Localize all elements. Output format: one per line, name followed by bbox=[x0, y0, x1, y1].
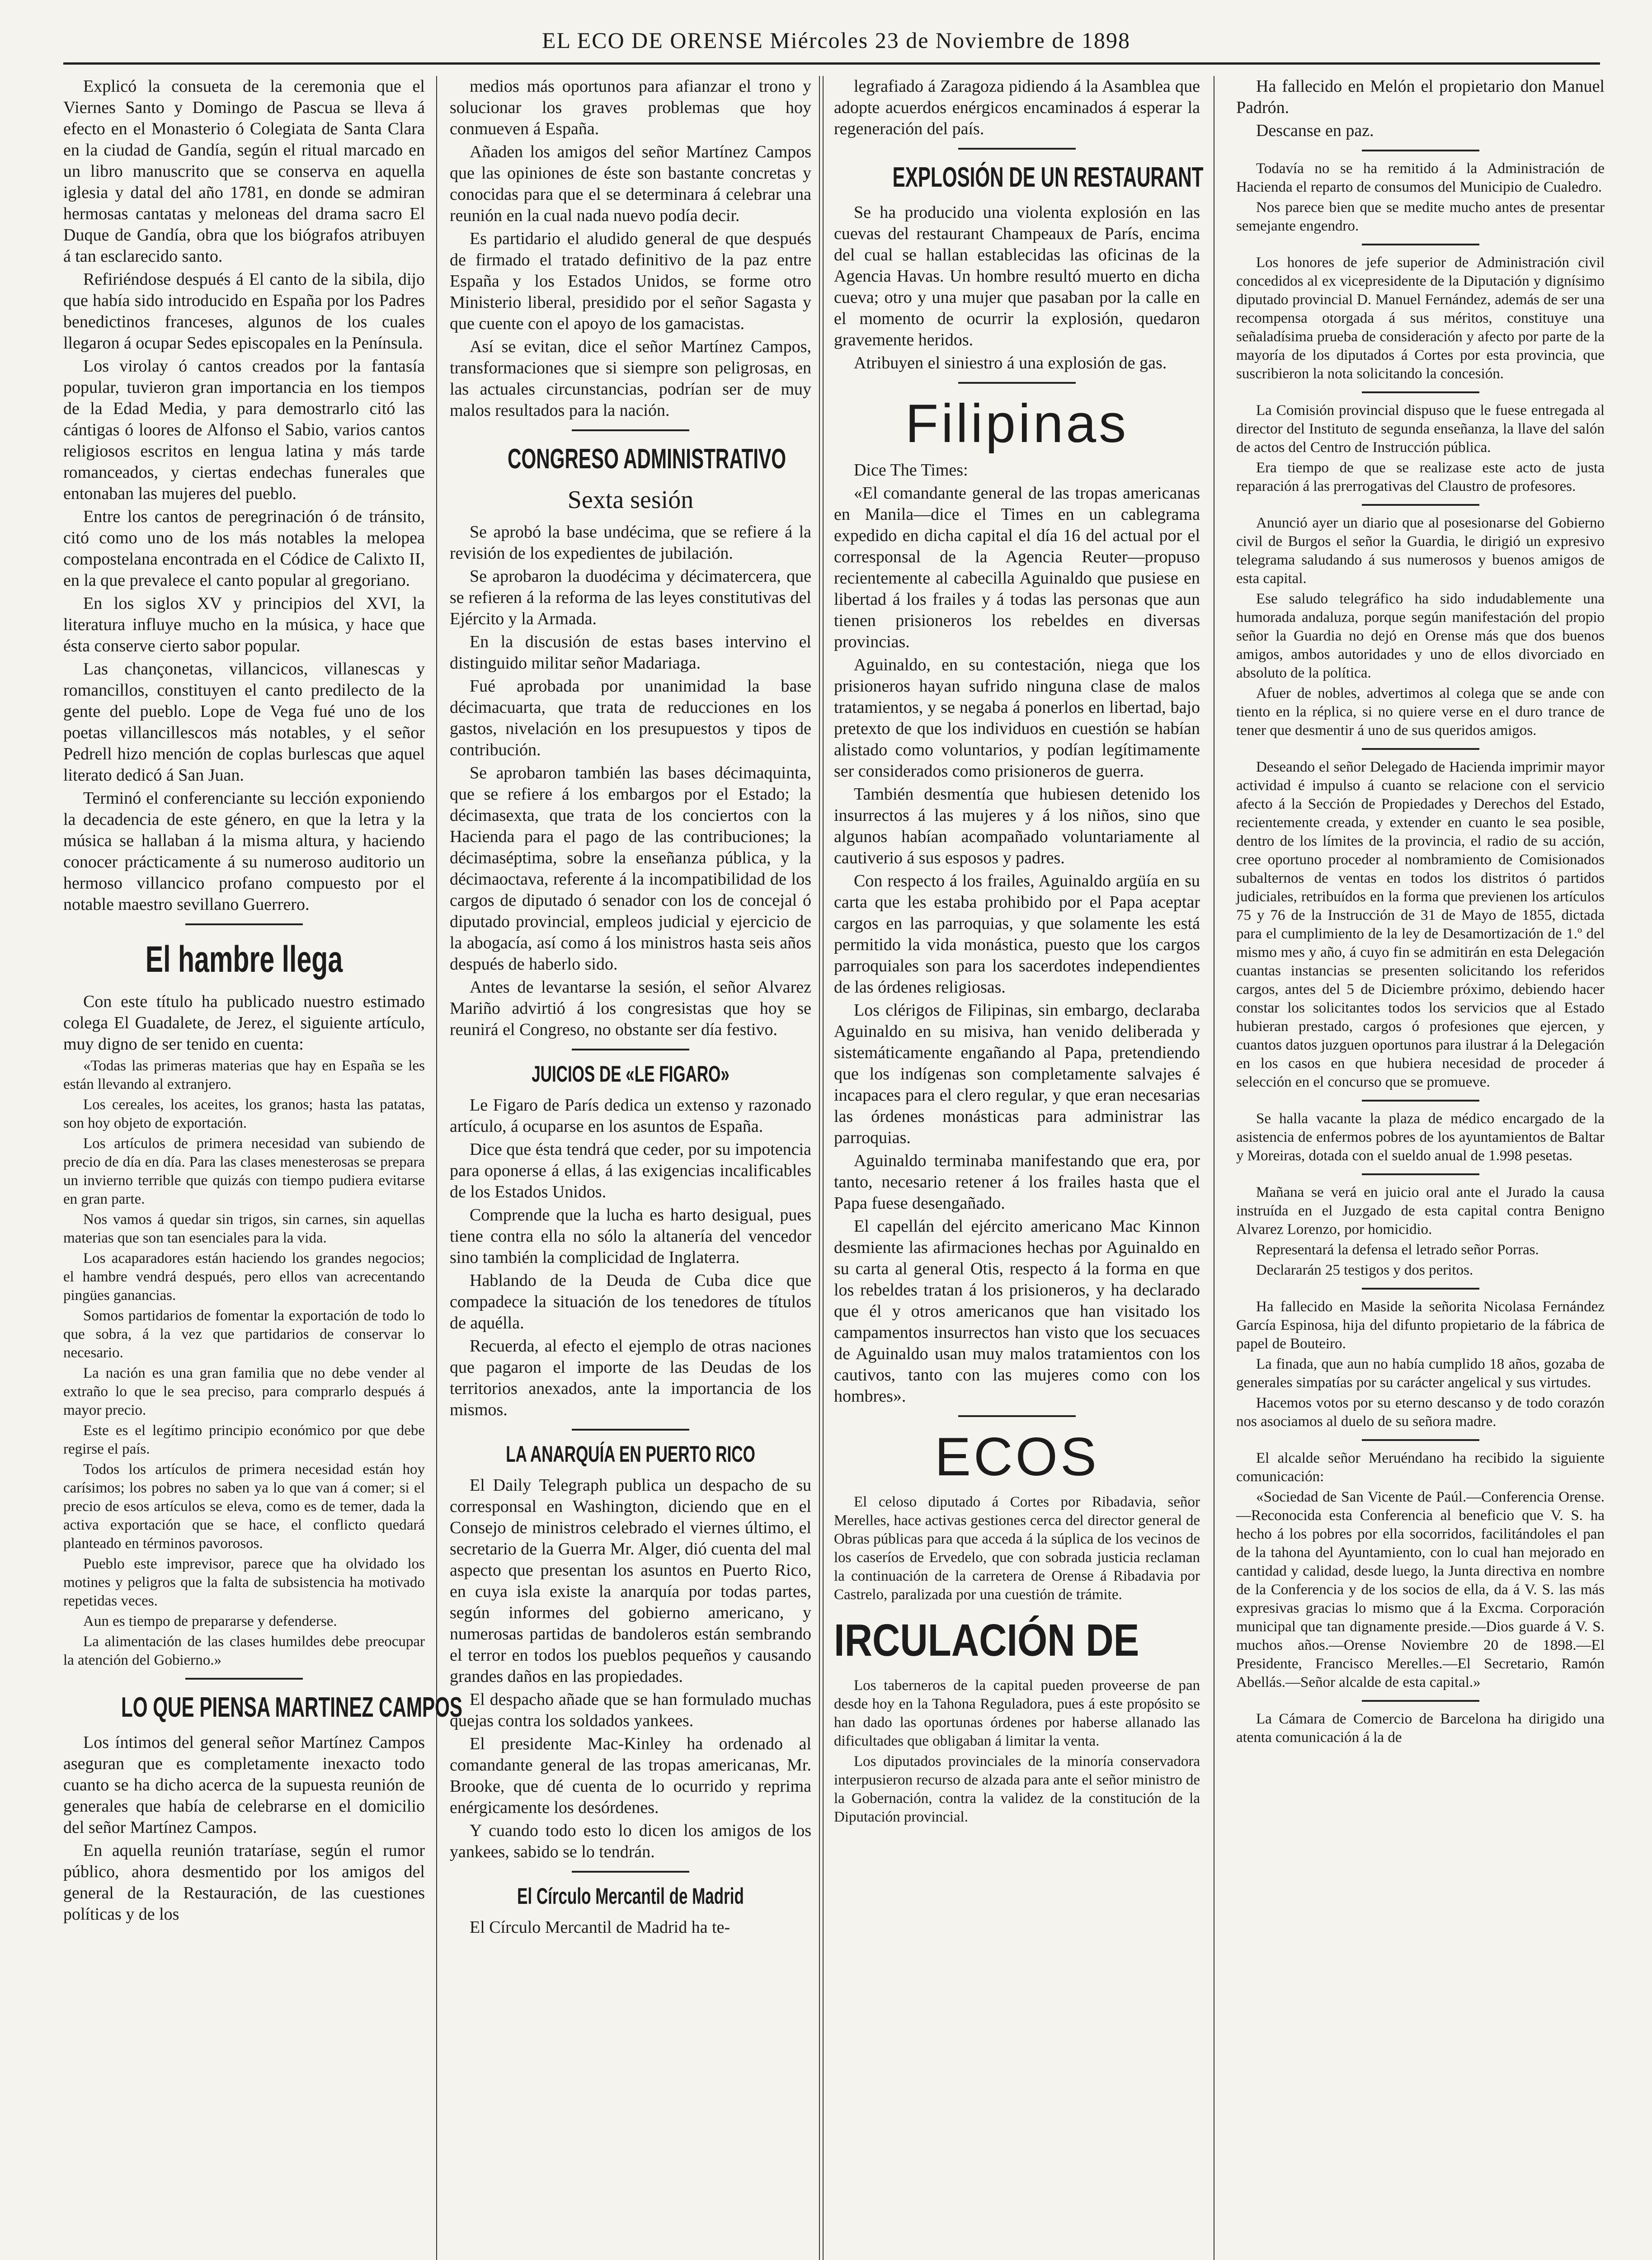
section-rule bbox=[1362, 244, 1479, 245]
paragraph: Dice que ésta tendrá que ceder, por su impotencia para oponerse á ellas, á las exigencias incalificables de los Estados Unidos. bbox=[450, 1140, 811, 1201]
quote-paragraph: Los cereales, los aceites, los granos; hasta las patatas, son hoy objeto de exportación. bbox=[63, 1097, 425, 1131]
section-rule bbox=[1362, 1439, 1479, 1441]
quote-paragraph: Este es el legítimo principio económico por que debe regirse el país. bbox=[63, 1422, 425, 1457]
headline-filipinas: Filipinas bbox=[905, 393, 1129, 454]
paragraph: Entre los cantos de peregrinación ó de tránsito, citó como uno de los más notables la melopea compostelana encontrada en el Códice de Calixto II, en la que prevalece el canto popular al gregoriano. bbox=[63, 507, 425, 590]
headline-explosion: EXPLOSIÓN DE UN RESTAURANT bbox=[892, 162, 1204, 193]
column-3 bbox=[834, 76, 1204, 2260]
section-rule bbox=[572, 429, 689, 431]
paragraph: Los diputados provinciales de la minoría conservadora interpusieron recurso de alzada para ante el señor ministro de la Gobernación, contra la validez de la constitución de la Diputación provincial. bbox=[834, 1753, 1200, 1825]
paragraph: medios más oportunos para afianzar el trono y solucionar los graves problemas que hoy conmueven á España. bbox=[450, 77, 811, 138]
paragraph: Representará la defensa el letrado señor Porras. bbox=[1256, 1242, 1539, 1258]
subheading-sesion: Sexta sesión bbox=[567, 486, 694, 514]
column-1 bbox=[63, 76, 463, 2260]
paragraph: Explicó la consueta de la ceremonia que el Viernes Santo y Domingo de Pascua se lleva á efecto en el Monasterio ó Colegiata de Santa Clara en la ciudad de Gandía, según el ritual marcado en un libro manuscrito que se conserva en aquella iglesia y datal del año 1781, en donde se admiran hermosas cantatas y meloneas del drama sacro El Duque de Gandía, obra que los biógrafos atribuyen á tan esclarecido santo. bbox=[63, 77, 425, 266]
paragraph: Los taberneros de la capital pueden proveerse de pan desde hoy en la Tahona Reguladora, pues á este propósito se han dado las oportunas órdenes por haberse allanado las dificultades que obligaban á limitar la venta. bbox=[834, 1677, 1200, 1749]
paragraph: Se ha producido una violenta explosión en las cuevas del restaurant Champeaux de París, encima del cual se hallan establecidas las oficinas de la Agencia Havas. Un hombre resultó muerto en dicha cueva; otro y una mujer que pasaban por la calle en el momento de ocurrir la explosión, quedaron gravemente heridos. bbox=[834, 203, 1200, 349]
headline-martinez-campos: LO QUE PIENSA MARTINEZ CAMPOS bbox=[121, 1692, 463, 1723]
paragraph: Hacemos votos por su eterno descanso y de todo corazón nos asociamos al duelo de su señora madre. bbox=[1236, 1395, 1605, 1430]
quote-paragraph: «Todas las primeras materias que hay en España se les están llevando al extranjero. bbox=[63, 1058, 425, 1092]
paragraph: La Cámara de Comercio de Barcelona ha dirigido una atenta comunicación á la de bbox=[1236, 1711, 1605, 1746]
headline-figaro: JUICIOS DE «LE FIGARO» bbox=[532, 1061, 730, 1087]
section-rule bbox=[572, 1429, 689, 1431]
paragraph: El alcalde señor Meruéndano ha recibido la siguiente comunicación: bbox=[1236, 1450, 1605, 1485]
section-rule bbox=[1362, 504, 1479, 506]
paragraph: Refiriéndose después á El canto de la sibila, dijo que había sido introducido en España por los Padres benedictinos franceses, algunos de los cuales llegaron á ocupar Sedes episcopales en la Península. bbox=[63, 270, 425, 353]
paragraph: Declararán 25 testigos y dos peritos. bbox=[1256, 1262, 1473, 1278]
column-2 bbox=[450, 76, 811, 2260]
paragraph: Se aprobó la base undécima, que se refiere á la revisión de los expedientes de jubilación. bbox=[450, 523, 811, 563]
paragraph: Recuerda, al efecto el ejemplo de otras naciones que pagaron el importe de las Deudas de los territorios anexados, ante la importancia de los mismos. bbox=[450, 1337, 811, 1419]
column-divider bbox=[436, 76, 437, 2260]
headline-hambre: El hambre llega bbox=[145, 939, 343, 980]
paragraph: Le Figaro de París dedica un extenso y razonado artículo, á ocuparse en los asuntos de España. bbox=[450, 1096, 811, 1136]
paragraph: Anunció ayer un diario que al posesionarse del Gobierno civil de Burgos el señor la Guardia, le dirigió un expresivo telegrama saludando á sus numerosos y buenos amigos de esta capital. bbox=[1236, 515, 1605, 587]
paragraph: Ese saludo telegráfico ha sido indudablemente una humorada andaluza, porque según manifestación del propio señor la Guardia no dejó en Orense más que dos buenos amigos, ambos autoridades y uno de ellos divorciado en absoluto de la política. bbox=[1236, 591, 1605, 681]
paragraph: Y cuando todo esto lo dicen los amigos de los yankees, sabido se lo tendrán. bbox=[450, 1821, 811, 1861]
paragraph: Con este título ha publicado nuestro estimado colega El Guadalete, de Jerez, el siguiente artículo, muy digno de ser tenido en cuenta: bbox=[63, 992, 425, 1054]
section-rule bbox=[958, 148, 1076, 150]
paragraph: Es partidario el aludido general de que después de firmado el tratado definitivo de la paz entre España y los Estados Unidos, se forme otro Ministerio liberal, presidido por el señor Sagasta y que cuente con el apoyo de los gamacistas. bbox=[450, 229, 811, 333]
paragraph: Nos parece bien que se medite mucho antes de presentar semejante engendro. bbox=[1236, 199, 1605, 234]
headline-anarquia: LA ANARQUÍA EN PUERTO RICO bbox=[506, 1441, 755, 1467]
quote-paragraph: La nación es una gran familia que no debe vender al extraño lo que le sea preciso, para comprarlo después á mayor precio. bbox=[63, 1365, 425, 1418]
paragraph: Descanse en paz. bbox=[1256, 121, 1374, 140]
paragraph: Ha fallecido en Melón el propietario don Manuel Padrón. bbox=[1236, 77, 1605, 117]
section-rule bbox=[1362, 1700, 1479, 1702]
paragraph: Era tiempo de que se realizase este acto de justa reparación á las prerrogativas del Claustro de profesores. bbox=[1236, 460, 1605, 494]
section-rule bbox=[1362, 1288, 1479, 1290]
headline-ecos: ECOS bbox=[934, 1427, 1100, 1487]
paragraph: Comprende que la lucha es harto desigual, pues tiene contra ella no sólo la altanería del vencedor sino también la complicidad de Inglaterra. bbox=[450, 1205, 811, 1267]
paragraph: Los clérigos de Filipinas, sin embargo, declaraba Aguinaldo en su misiva, han venido deliberada y sistemáticamente engañando al Papa, pretendiendo que los indígenas son completamente salvajes é incapaces para el clero regular, y que eran necesarias las órdenes monásticas para administrar las parroquias. bbox=[834, 1001, 1200, 1147]
header-rule bbox=[63, 62, 1600, 65]
section-rule bbox=[185, 1678, 303, 1680]
paragraph: El presidente Mac-Kinley ha ordenado al comandante general de las tropas americanas, Mr. Brooke, que dé cuenta de lo ocurrido y reprima enérgicamente los desórdenes. bbox=[450, 1734, 811, 1817]
paragraph: En los siglos XV y principios del XVI, la literatura influye mucho en la música, y hace que ésta conserve cierto sabor popular. bbox=[63, 594, 425, 655]
paragraph: Los íntimos del general señor Martínez Campos aseguran que es completamente inexacto todo cuanto se ha dicho acerca de la supuesta reunión de generales que había de celebrarse en el domicilio del señor Martínez Campos. bbox=[63, 1733, 425, 1837]
section-rule bbox=[958, 1415, 1076, 1417]
headline-circulo: El Círculo Mercantil de Madrid bbox=[517, 1883, 744, 1909]
paragraph: Los virolay ó cantos creados por la fantasía popular, tuvieron gran importancia en los tiempos de la Edad Media, y para demostrarlo citó las cántigas ó loores de Alfonso el Sabio, varios cantos religiosos escritos en lengua latina y más tarde romanceados, y ciertas endechas funerales que entonaban las mujeres del pueblo. bbox=[63, 357, 425, 503]
paragraph: Hablando de la Deuda de Cuba dice que compadece la situación de los tenedores de títulos de aquélla. bbox=[450, 1271, 811, 1332]
paragraph: Aguinaldo terminaba manifestando que era, por tanto, necesario retener á los frailes hasta que el Papa fuese desengañado. bbox=[834, 1151, 1200, 1213]
banner-circulacion: IRCULACIÓN DE bbox=[834, 1615, 1139, 1666]
paragraph: Aguinaldo, en su contestación, niega que los prisioneros hayan sufrido ninguna clase de malos tratamientos, y se negaba á ponerlos en libertad, bajo pretexto de que los individuos en cuestión se habían alistado como voluntarios, y podían legítimamente ser considerados como prisioneros de guerra. bbox=[834, 655, 1200, 781]
paragraph: Con respecto á los frailes, Aguinaldo argüía en su carta que les estaba prohibido por el Papa aceptar cargos en las parroquias, y que solamente les está permitido la vida monástica, puesto que los cargos parroquiales son para los sacerdotes independientes de las órdenes religiosas. bbox=[834, 871, 1200, 997]
column-4 bbox=[1236, 76, 1605, 2260]
section-rule bbox=[1362, 1100, 1479, 1102]
quote-paragraph: Los artículos de primera necesidad van subiendo de precio de día en día. Para las clases menesterosas se prepara un invierno terrible que quizás con tiempo pudiera evitarse en gran parte. bbox=[63, 1135, 425, 1207]
paragraph: El despacho añade que se han formulado muchas quejas contra los soldados yankees. bbox=[450, 1690, 811, 1730]
section-rule bbox=[1362, 391, 1479, 393]
quote-paragraph: Nos vamos á quedar sin trigos, sin carnes, sin aquellas materias que son tan esenciales para la vida. bbox=[63, 1211, 425, 1246]
paragraph: Se halla vacante la plaza de médico encargado de la asistencia de enfermos pobres de los ayuntamientos de Baltar y Moreiras, dotada con el sueldo anual de 1.998 pesetas. bbox=[1236, 1111, 1605, 1164]
paragraph: Mañana se verá en juicio oral ante el Jurado la causa instruída en el Juzgado de esta capital contra Benigno Alvarez Lorenzo, por homicidio. bbox=[1236, 1184, 1605, 1238]
section-rule bbox=[1362, 150, 1479, 151]
paragraph: Dice The Times: bbox=[854, 461, 968, 480]
quote-paragraph: Somos partidarios de fomentar la exportación de todo lo que sobra, á la vez que partidarios de conservar lo necesario. bbox=[63, 1308, 425, 1361]
paragraph: Se aprobaron la duodécima y décimatercera, que se refieren á la reforma de las leyes constitutivas del Ejército y la Armada. bbox=[450, 567, 811, 628]
section-rule bbox=[958, 382, 1076, 384]
paragraph: La Comisión provincial dispuso que le fuese entregada al director del Instituto de segunda enseñanza, la llave del salón de actos del Centro de Instrucción pública. bbox=[1236, 402, 1605, 456]
column-divider bbox=[819, 76, 824, 2260]
section-rule bbox=[572, 1049, 689, 1050]
paragraph: El celoso diputado á Cortes por Ribadavia, señor Merelles, hace activas gestiones cerca del director general de Obras públicas para que acceda á la súplica de los vecinos de los caseríos de Ervedelo, que con sobrada justicia reclaman la continuación de la carretera de Orense á Ribadavia por Castrelo, paralizada por una cuestión de trámite. bbox=[834, 1494, 1200, 1603]
paragraph: La finada, que aun no había cumplido 18 años, gozaba de generales simpatías por su carácter angelical y sus virtudes. bbox=[1236, 1356, 1605, 1391]
paragraph: Las chançonetas, villancicos, villanescas y romancillos, constituyen el canto predilecto de la gente del pueblo. Lope de Vega fué uno de los poetas villancillescos más notables, y el señor Pedrell hizo mención de coplas burlescas que aquel literato dedicó á San Juan. bbox=[63, 659, 425, 785]
quote-paragraph: Todos los artículos de primera necesidad están hoy carísimos; los pobres no saben ya lo que van á comer; si el precio de esos artículos se eleva, como es de temer, dada la activa exportación que se hace, el conflicto quedará planteado en términos pavorosos. bbox=[63, 1461, 425, 1552]
quote-paragraph: La alimentación de las clases humildes debe preocupar la atención del Gobierno.» bbox=[63, 1634, 425, 1668]
paragraph: Fué aprobada por unanimidad la base décimacuarta, que trata de reducciones en los gastos, nivelación en los presupuestos y tipos de contribución. bbox=[450, 677, 811, 759]
paragraph: legrafiado á Zaragoza pidiendo á la Asamblea que adopte acuerdos enérgicos encaminados á esperar la regeneración del país. bbox=[834, 77, 1200, 138]
paragraph: También desmentía que hubiesen detenido los insurrectos á las mujeres y á los niños, sino que algunos habían acompañado voluntariamente al cautiverio á sus esposos y padres. bbox=[834, 785, 1200, 867]
paragraph: Afuer de nobles, advertimos al colega que se ande con tiento en la réplica, si no quiere verse en el duro trance de tener que desmentir á uno de sus queridos amigos. bbox=[1236, 685, 1605, 739]
paragraph: En la discusión de estas bases intervino el distinguido militar señor Madariaga. bbox=[450, 632, 811, 673]
paragraph: Añaden los amigos del señor Martínez Campos que las opiniones de éste son bastante concretas y conocidas para que el se determinara á celebrar una reunión en la cual nada nuevo podía decir. bbox=[450, 142, 811, 225]
paragraph: El capellán del ejército americano Mac Kinnon desmiente las afirmaciones hechas por Aguinaldo en su carta al general Otis, respecto á la forma en que los rebeldes tratan á los prisioneros, y ha declarado que él y otros americanos que han visitado los campamentos insurrectos han visto que los secuaces de Aguinaldo usan muy malos tratamientos con los cautivos, tanto con las mujeres como con los hombres». bbox=[834, 1217, 1200, 1406]
paragraph: Atribuyen el siniestro á una explosión de gas. bbox=[854, 353, 1167, 372]
section-rule bbox=[185, 923, 303, 925]
paragraph: Deseando el señor Delegado de Hacienda imprimir mayor actividad é impulso á cuanto se relacione con el servicio afecto á la Sección de Propiedades y Derechos del Estado, recientemente creada, y extender en cuanto le sea posible, dentro de los límites de la provincia, el radio de su acción, cree oportuno proceder al nombramiento de Comisionados subalternos de ventas en todos los distritos ó partidos judiciales, retribuídos en la forma que previenen los artículos 75 y 76 de la Instrucción de 31 de Mayo de 1855, dictada para el cumplimiento de la ley de Desamortización de 1.º del mismo mes y año, á cuyo fin se admitirán en esta Delegación cuantas instancias se presenten solicitando los referidos cargos, antes del 5 de Diciembre próximo, debiendo hacer constar los solicitantes todos los servicios que al Estado hubieran prestado, cargos ó profesiones que ejercen, y cuantos datos juzguen oportunos para ilustrar á la Delegación en los casos en que hubiera necesidad de proceder á selección en el concurso que se promueve. bbox=[1236, 759, 1605, 1090]
paragraph: En aquella reunión trataríase, según el rumor público, ahora desmentido por los amigos del general de la Restauración, de las cuestiones políticas y de los bbox=[63, 1841, 425, 1924]
headline-congreso: CONGRESO ADMINISTRATIVO bbox=[508, 443, 786, 475]
section-rule bbox=[1362, 748, 1479, 750]
paragraph: El Daily Telegraph publica un despacho de su corresponsal en Washington, diciendo que en el Consejo de ministros celebrado el viernes último, el secretario de la Guerra Mr. Alger, dió cuenta del mal aspecto que presentan los asuntos en Puerto Rico, en cuya isla existe la anarquía por todas partes, según informes del gobierno americano, y numerosas partidas de bandoleros están sembrando el terror en todos los pueblos pequeños y causando grandes daños en las propiedades. bbox=[450, 1476, 811, 1686]
paragraph: Terminó el conferenciante su lección exponiendo la decadencia de este género, en que la letra y la música se hallaban á la misma altura, y haciendo conocer prácticamente á su numeroso auditorio un hermoso villancico profano compuesto por el notable maestro sevillano Guerrero. bbox=[63, 789, 425, 914]
quote-paragraph: «Sociedad de San Vicente de Paúl.—Conferencia Orense.—Reconocida esta Conferencia al beneficio que V. S. ha hecho á los pobres por ella socorridos, facilitándoles el pan de la tahona del Ayuntamiento, con lo cual han mejorado en cantidad y calidad, desde luego, la Junta directiva en nombre de la Conferencia y de los socios de ella, da á V. S. las más expresivas gracias lo mismo que á la Excma. Corporación municipal que tan dignamente preside.—Dios guarde á V. S. muchos años.—Orense Noviembre 20 de 1898.—El Presidente, Francisco Merelles.—El Secretario, Ramón Abellás.—Señor alcalde de esta capital.» bbox=[1236, 1489, 1605, 1690]
quote-paragraph: Pueblo este imprevisor, parece que ha olvidado los motines y peligros que la falta de subsistencia ha motivado repetidas veces. bbox=[63, 1556, 425, 1609]
paragraph: «El comandante general de las tropas americanas en Manila—dice el Times en un cablegrama expedido en dicha capital el día 16 del actual por el corresponsal de la Agencia Reuter—propuso recientemente al cabecilla Aguinaldo que pusiese en libertad á los frailes y á todas las personas que aun tienen prisioneros los rebeldes en diversas provincias. bbox=[834, 484, 1200, 651]
section-rule bbox=[572, 1871, 689, 1873]
paragraph: Ha fallecido en Maside la señorita Nicolasa Fernández García Espinosa, hija del difunto propietario de la fábrica de papel de Bouteiro. bbox=[1236, 1299, 1605, 1352]
paragraph: Antes de levantarse la sesión, el señor Alvarez Mariño advirtió á los congresistas que hoy se reunirá el Congreso, no obstante ser día festivo. bbox=[450, 978, 811, 1039]
paragraph: Los honores de jefe superior de Administración civil concedidos al ex vicepresidente de la Diputación y dignísimo diputado provincial D. Manuel Fernández, además de ser una recompensa otorgada á sus méritos, constituye una señaladísima prueba de consideración y afecto por parte de la mayoría de los diputados á Cortes por esta provincia, que suscribieron la nota solicitando la concesión. bbox=[1236, 254, 1605, 382]
masthead: EL ECO DE ORENSE Miércoles 23 de Noviembre de 1898 bbox=[541, 28, 1131, 53]
paragraph: Todavía no se ha remitido á la Administración de Hacienda el reparto de consumos del Municipio de Cualedro. bbox=[1236, 160, 1605, 195]
paragraph: El Círculo Mercantil de Madrid ha te- bbox=[470, 1918, 730, 1937]
paragraph: Así se evitan, dice el señor Martínez Campos, transformaciones que si siempre son peligrosas, en las actuales circunstancias, podrían ser de muy malos resultados para la nación. bbox=[450, 337, 811, 420]
paragraph: Se aprobaron también las bases décimaquinta, que se refiere á los embargos por el Estado; la décimasexta, que trata de los conciertos con la Hacienda para el pago de las contribuciones; la décimaséptima, sobre la enseñanza pública, y la décimaoctava, referente á la incompatibilidad de los cargos de diputado ó senador con los de concejal ó diputado provincial, empleos judicial y ejercicio de la abogacía, así como á los ministros hasta seis años después de haberlo sido. bbox=[450, 763, 811, 974]
quote-paragraph: Los acaparadores están haciendo los grandes negocios; el hambre vendrá después, pero ellos van acrecentando pingües ganancias. bbox=[63, 1250, 425, 1304]
section-rule bbox=[1362, 1173, 1479, 1175]
quote-paragraph: Aun es tiempo de prepararse y defenderse. bbox=[83, 1613, 337, 1629]
